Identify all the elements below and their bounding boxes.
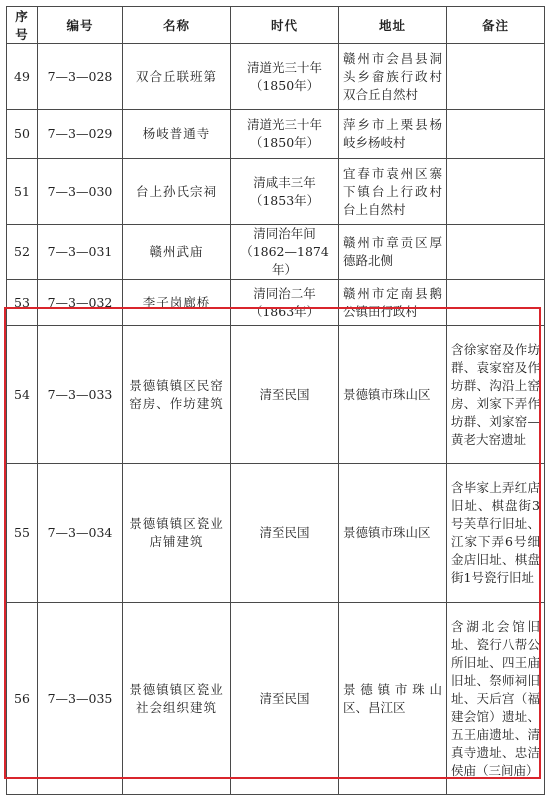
cell-code: 7—3—030 bbox=[38, 159, 123, 225]
cell-era: 清至民国 bbox=[231, 464, 339, 603]
cell-name: 李子岗廊桥 bbox=[123, 280, 231, 326]
cell-address: 景德镇市珠山区、昌江区 bbox=[339, 603, 447, 795]
cell-address: 赣州市章贡区厚德路北侧 bbox=[339, 225, 447, 280]
cell-code: 7—3—029 bbox=[38, 110, 123, 159]
table-row bbox=[7, 464, 545, 603]
table-row bbox=[7, 225, 545, 280]
header-address: 地址 bbox=[339, 7, 447, 44]
cell-address: 宜春市袁州区寨下镇台上行政村台上自然村 bbox=[339, 159, 447, 225]
cell-name: 赣州武庙 bbox=[123, 225, 231, 280]
cell-era: 清同治年间（1862—1874年） bbox=[231, 225, 339, 280]
table-row bbox=[7, 110, 545, 159]
cell-code: 7—3—035 bbox=[38, 603, 123, 795]
cell-code: 7—3—031 bbox=[38, 225, 123, 280]
cell-address: 景德镇市珠山区 bbox=[339, 464, 447, 603]
cell-note bbox=[447, 225, 545, 280]
cell-era: 清道光三十年（1850年） bbox=[231, 44, 339, 110]
cell-seq: 54 bbox=[7, 326, 38, 464]
cell-code: 7—3—028 bbox=[38, 44, 123, 110]
table-row bbox=[7, 603, 545, 795]
header-code: 编号 bbox=[38, 7, 123, 44]
header-note: 备注 bbox=[447, 7, 545, 44]
cell-note bbox=[447, 280, 545, 326]
cell-seq: 51 bbox=[7, 159, 38, 225]
header-name: 名称 bbox=[123, 7, 231, 44]
cell-seq: 52 bbox=[7, 225, 38, 280]
cell-era: 清至民国 bbox=[231, 326, 339, 464]
cell-code: 7—3—032 bbox=[38, 280, 123, 326]
cell-seq: 55 bbox=[7, 464, 38, 603]
header-row bbox=[7, 7, 545, 44]
table-row bbox=[7, 44, 545, 110]
cell-note: 含毕家上弄红店旧址、棋盘街3号芙草行旧址、江家下弄6号细金店旧址、棋盘街1号瓷行旧址 bbox=[447, 464, 545, 603]
header-seq: 序号 bbox=[7, 7, 38, 44]
cell-name: 景德镇镇区民窑窑房、作坊建筑 bbox=[123, 326, 231, 464]
heritage-table bbox=[6, 6, 545, 795]
table-row bbox=[7, 159, 545, 225]
table-row bbox=[7, 280, 545, 326]
cell-name: 杨岐普通寺 bbox=[123, 110, 231, 159]
cell-address: 赣州市会昌县洞头乡畲族行政村双合丘自然村 bbox=[339, 44, 447, 110]
cell-era: 清同治二年（1863年） bbox=[231, 280, 339, 326]
cell-note bbox=[447, 110, 545, 159]
cell-name: 双合丘联班第 bbox=[123, 44, 231, 110]
cell-code: 7—3—034 bbox=[38, 464, 123, 603]
cell-code: 7—3—033 bbox=[38, 326, 123, 464]
cell-era: 清道光三十年（1850年） bbox=[231, 110, 339, 159]
cell-note: 含徐家窑及作坊群、袁家窑及作坊群、沟沿上窑房、刘家下弄作坊群、刘家窑—黄老大窑遗址 bbox=[447, 326, 545, 464]
cell-note bbox=[447, 159, 545, 225]
cell-name: 台上孙氏宗祠 bbox=[123, 159, 231, 225]
cell-address: 景德镇市珠山区 bbox=[339, 326, 447, 464]
cell-era: 清咸丰三年（1853年） bbox=[231, 159, 339, 225]
cell-seq: 50 bbox=[7, 110, 38, 159]
cell-name: 景德镇镇区瓷业社会组织建筑 bbox=[123, 603, 231, 795]
cell-seq: 56 bbox=[7, 603, 38, 795]
cell-era: 清至民国 bbox=[231, 603, 339, 795]
cell-note bbox=[447, 44, 545, 110]
cell-note: 含湖北会馆旧址、瓷行八帮公所旧址、四王庙旧址、祭师祠旧址、天后宫（福建会馆）遗址、五王庙遗址、清真寺遗址、忠洁侯庙（三间庙） bbox=[447, 603, 545, 795]
cell-address: 赣州市定南县鹅公镇田行政村 bbox=[339, 280, 447, 326]
cell-seq: 53 bbox=[7, 280, 38, 326]
header-era: 时代 bbox=[231, 7, 339, 44]
cell-address: 萍乡市上栗县杨岐乡杨岐村 bbox=[339, 110, 447, 159]
cell-seq: 49 bbox=[7, 44, 38, 110]
table-row bbox=[7, 326, 545, 464]
cell-name: 景德镇镇区瓷业店铺建筑 bbox=[123, 464, 231, 603]
